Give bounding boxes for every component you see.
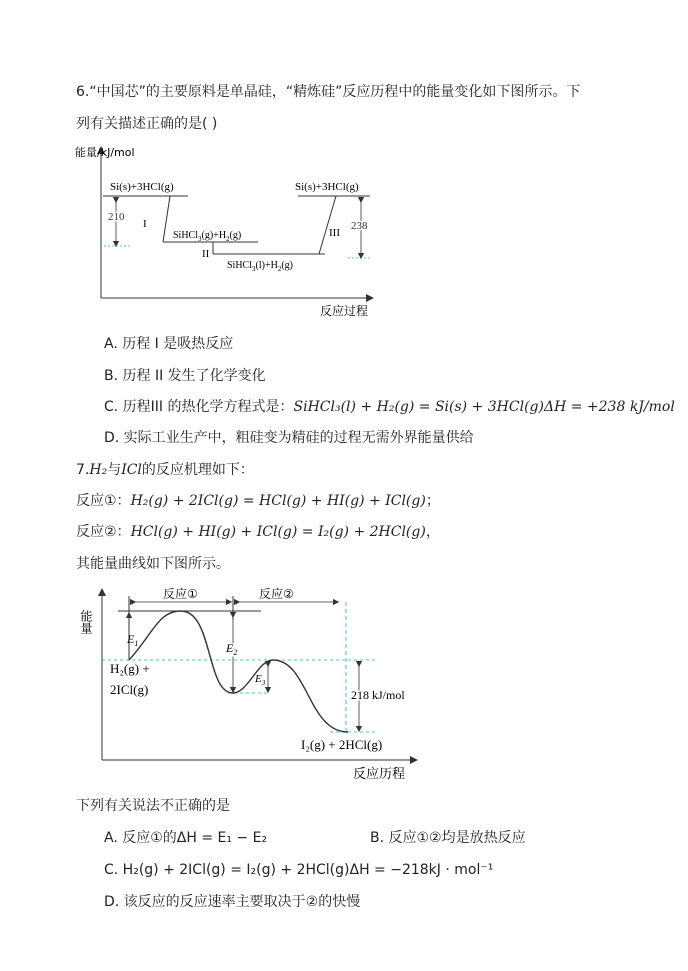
q7-title-tail: 的反应机理如下： xyxy=(141,462,254,478)
level-mid-g-label: $SiHCl_3(g)+H_2(g)$ xyxy=(173,230,242,243)
delta-label: 218 kJ/mol xyxy=(351,688,405,702)
reactant-label-line2: 2ICl(g) xyxy=(110,682,149,697)
q7-number: 7. xyxy=(76,462,90,478)
q7-option-a: A. 反应①的ΔH = E₁ − E₂ xyxy=(104,830,268,846)
q6-option-c xyxy=(104,397,675,417)
value-238: 238 xyxy=(351,220,368,232)
q7-question: 下列有关说法不正确的是 xyxy=(76,798,230,814)
q6-energy-diagram xyxy=(70,140,380,320)
q7-r2-end: ， xyxy=(425,524,440,540)
stage-I-label: I xyxy=(143,218,147,230)
path-I xyxy=(163,196,170,242)
q7-reaction-1 xyxy=(76,491,440,511)
q7-title xyxy=(76,460,254,480)
reaction1-label: 反应① xyxy=(163,587,198,601)
product-label: I₂(g) + 2HCl(g) xyxy=(301,737,383,752)
e1-label: $E_1$ xyxy=(127,632,139,648)
q7-and: 与 xyxy=(107,462,122,478)
q7-option-d: D. 该反应的反应速率主要取决于②的快慢 xyxy=(104,894,361,910)
q6-option-c-formula: SiHCl₃(l) + H₂(g) = Si(s) + 3HCl(g)ΔH = +238 kJ/mol xyxy=(293,399,675,415)
q6-option-c-prefix: C. 历程III 的热化学方程式是： xyxy=(104,399,294,415)
stage-III-label: III xyxy=(329,227,340,239)
q7-r2-formula: HCl(g) + HI(g) + ICl(g) = I₂(g) + 2HCl(g) xyxy=(130,524,426,540)
q6-option-a: A. 历程 I 是吸热反应 xyxy=(104,336,234,352)
energy-curve xyxy=(129,611,348,732)
q7-reaction-2 xyxy=(76,522,440,542)
q7-option-b: B. 反应①②均是放热反应 xyxy=(370,830,526,846)
q7-r1-end: ； xyxy=(425,493,440,509)
x-axis-label: 反应过程 xyxy=(320,304,369,318)
level-right-label: Si(s)+3HCl(g) xyxy=(295,181,359,193)
q7-option-c: C. H₂(g) + 2ICl(g) = I₂(g) + 2HCl(g)ΔH = −218kJ · mol⁻¹ xyxy=(104,862,494,878)
q7-h2: H₂ xyxy=(89,462,108,478)
value-210: 210 xyxy=(108,211,125,223)
q7-curve-intro: 其能量曲线如下图所示。 xyxy=(76,556,230,572)
q7-r1-label: 反应①： xyxy=(76,493,131,509)
q7-r1-formula: H₂(g) + 2ICl(g) = HCl(g) + HI(g) + ICl(g) xyxy=(130,493,426,509)
stage-II-label: II xyxy=(202,248,210,260)
q7-icl: ICl xyxy=(121,462,142,478)
reaction2-label: 反应② xyxy=(259,587,294,601)
q7-r2-label: 反应②： xyxy=(76,524,131,540)
q6-stem-line1: 6.“中国芯”的主要原料是单晶硅，“精炼硅”反应历程中的能量变化如下图所示。下 xyxy=(76,84,581,100)
y-axis-label: 能量/kJ/mol xyxy=(75,146,135,159)
q7-energy-diagram xyxy=(78,584,418,784)
level-mid-l-label: $SiHCl_3(l)+H_2(g)$ xyxy=(227,260,293,273)
q6-stem-line2: 列有关描述正确的是( ) xyxy=(76,116,218,132)
x-axis-label: 反应历程 xyxy=(353,767,406,782)
e2-label: $E_2$ xyxy=(226,641,238,657)
q6-option-b: B. 历程 II 发生了化学变化 xyxy=(104,368,266,384)
y-axis-label: 能量 xyxy=(79,610,93,634)
e3-label: $E_3$ xyxy=(255,673,266,687)
q6-option-d: D. 实际工业生产中，粗硅变为精硅的过程无需外界能量供给 xyxy=(104,430,474,446)
reactant-label-line1: H₂(g) + xyxy=(110,661,150,676)
level-left-label: Si(s)+3HCl(g) xyxy=(110,181,174,193)
path-III xyxy=(319,196,336,254)
